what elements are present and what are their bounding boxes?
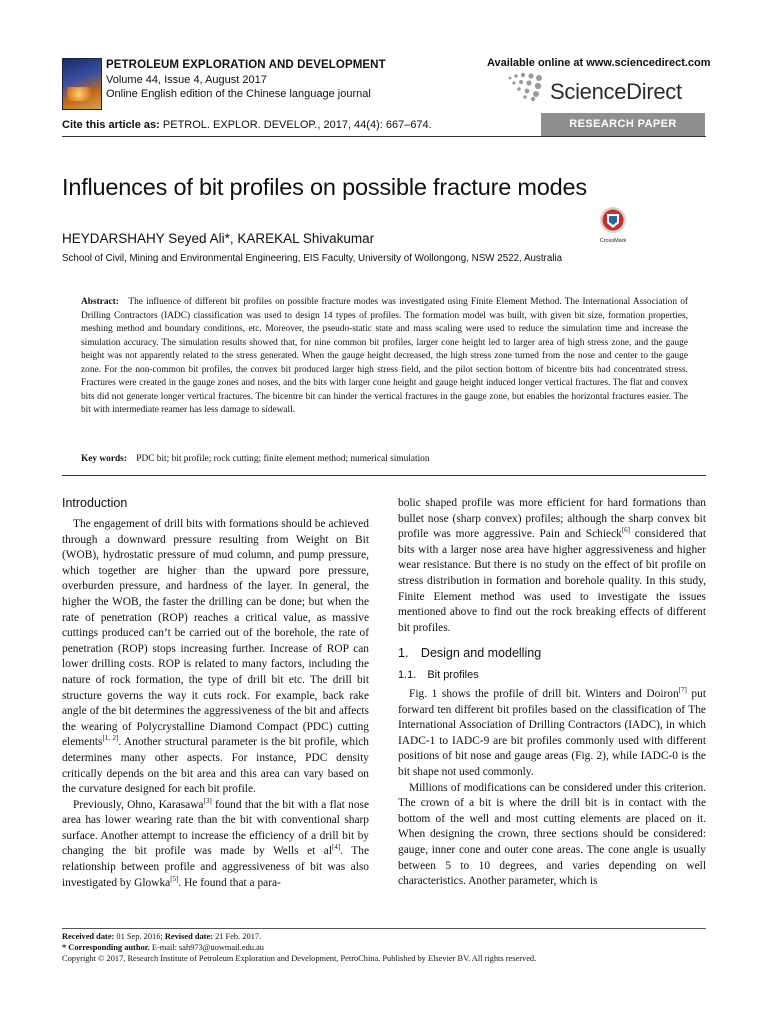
citation-ref[interactable]: [1, 2] <box>102 734 119 743</box>
author-email[interactable]: E-mail: sah973@uowmail.edu.au <box>151 943 264 952</box>
sciencedirect-logo-icon <box>506 72 550 102</box>
paragraph: The engagement of drill bits with formations should be achieved through a downward pressure resulting from Weight on Bit (WOB), hydrostatic pressure of mud column, and pump pressure, which together are higher than the upward pore pressure, overburden pressure, and hardness of the layer. In general, the higher the WOB, the faster the drilling can be done; but when the rate of penetration (ROP) reaches a critical value, as massive cuttings produced can’t be carried out of the borehole, the rate of penetration (ROP) stops increasing further. Increase of ROP can lower drilling costs. ROP is related to many factors, including the nature of rock formation, the type of drill bit etc. The drill bit structure governs the way it cuts rock. For example, back rake angle of the bit determines the aggressiveness of the bit and affects the wearing of Polycrystalline Diamond Compact (PDC) cutting elements[1, 2]. Another structural parameter is the bit profile, which determines many other aspects. For instance, PDC density critically depends on the bit area and this area can vary based on the curvature designed for each bit profile. <box>62 518 369 796</box>
citation-ref[interactable]: [6] <box>621 526 631 535</box>
affiliation: School of Civil, Mining and Environmental Engineering, EIS Faculty, University of Wollongong, NSW 2522, Australia <box>62 253 563 264</box>
citation-ref[interactable]: [4] <box>332 843 341 852</box>
paper-title: Influences of bit profiles on possible fracture modes <box>62 174 587 200</box>
subsection-heading-bit-profiles: 1.1. Bit profiles <box>398 669 479 681</box>
body-column-right-section1 <box>398 687 706 890</box>
footnote-corresponding-author: * Corresponding author. E-mail: sah973@uowmail.edu.au <box>62 943 264 952</box>
abstract-label: Abstract: <box>81 297 119 307</box>
keywords-label: Key words: <box>81 454 127 464</box>
abstract-text: The influence of different bit profiles on possible fracture modes was investigated using Finite Element Method. The International Association of Drilling Contractors (IADC) classification was used to design 14 types of profiles. The formation model was built, with given bit size, formation properties, meshing method and boundary conditions, etc. Moreover, the pseudo-static state and mass scaling were used to reduce the simulation time and increase the simulation accuracy. The simulation results showed that, for nine common bit profiles, larger cone height led to larger area of high stress zone, and the gauge height was not apparently related to the stress generated. When the gauge height decreased, the high stress zone turned from the nose and center to the gauge zone. For the non-common bit profiles, the convex bit produced larger high stress field, and the pilot section bottom of bicentre bits had concentrated stress. Fractures were created in the gauge zones and noses, and the bits with larger cone height and gauge height induced longer vertical fractures. The flat and convex bits did not generate longer vertical fractures. The bicentre bit can hinder the vertical fractures in the gauge zone, but enables the horizontal fractures easier. The bit with intermediate reamer has less damage to sidewall. <box>81 297 688 415</box>
section-heading-introduction: Introduction <box>62 496 128 510</box>
citation-ref[interactable]: [3] <box>203 796 212 805</box>
available-online-link[interactable]: Available online at www.sciencedirect.com <box>487 57 711 69</box>
journal-edition: Online English edition of the Chinese language journal <box>106 88 371 100</box>
crossmark-label: CrossMark <box>599 238 627 244</box>
citation-ref[interactable]: [5] <box>170 874 179 883</box>
header-divider <box>62 136 706 137</box>
cite-line <box>62 119 432 131</box>
research-paper-badge: RESEARCH PAPER <box>541 113 705 136</box>
keywords <box>81 454 688 464</box>
paragraph: Fig. 1 shows the profile of drill bit. Winters and Doiron[7] put forward ten different bit profiles based on the classification of The International Association of Drilling Contractors (IADC), in which IADC-1 to IADC-9 are bit profiles commonly used with different positions of bit nose and gauge areas (Fig. 2), while IADC-0 is the bit shape not used commonly. <box>398 686 706 778</box>
paragraph: Previously, Ohno, Karasawa[3] found that the bit with a flat nose area has lower wearing rate than the bit with conventional sharp surface. Another attempt to increase the efficiency of a drill bit by changing the bit profile was made by Wells et al[4]. The relationship between profile and aggressiveness of bit was also investigated by Glowka[5]. He found that a para- <box>62 796 369 889</box>
footnote-dates: Received date: 01 Sep. 2016; Revised date: 21 Feb. 2017. <box>62 932 262 941</box>
abstract-divider <box>62 475 706 476</box>
crossmark-icon[interactable] <box>596 205 630 245</box>
footnote-divider <box>62 928 706 929</box>
sciencedirect-logo-text[interactable]: ScienceDirect <box>550 79 682 104</box>
paragraph: Millions of modifications can be considered under this criterion. The crown of a bit is where the drill bit is in contact with the bottom of the well and most cutting elements are placed on it. When designing the crown, three sections should be considered: gauge, inner cone and outer cone areas. The cone angle is usually between 5 to 10 degrees, and varies depending on well characteristics. Another parameter, which is <box>398 781 706 888</box>
footnote-copyright: Copyright © 2017, Research Institute of Petroleum Exploration and Development, PetroChina. Published by Elsevier BV. All rights reserved. <box>62 954 537 963</box>
journal-name: PETROLEUM EXPLORATION AND DEVELOPMENT <box>106 59 386 71</box>
cite-label: Cite this article as: <box>62 119 160 131</box>
citation-ref[interactable]: [7] <box>678 686 687 695</box>
abstract <box>81 296 688 418</box>
keywords-text: PDC bit; bit profile; rock cutting; finite element method; numerical simulation <box>136 454 430 464</box>
body-column-right <box>398 496 706 636</box>
journal-cover-image <box>62 58 102 110</box>
cite-text: PETROL. EXPLOR. DEVELOP., 2017, 44(4): 667–674. <box>162 119 432 131</box>
section-heading-design-and-modelling: 1. Design and modelling <box>398 646 542 660</box>
body-column-left <box>62 517 369 891</box>
paragraph-continued: bolic shaped profile was more efficient for hard formations than bullet nose (sharp convex) profiles; although the sharp convex bit profile was more aggressive. Pain and Schieck[6] considered that bits with a larger nose area have higher aggressiveness and higher wear resistance. But there is no study on the effect of bit profile on stress distribution in formation and borehole quality. In this study, Finite Element method was used to investigate the issues mentioned above to find out the rock breaking effects of different bit profiles. <box>398 497 706 634</box>
authors: HEYDARSHAHY Seyed Ali*, KAREKAL Shivakumar <box>62 231 375 246</box>
journal-volume: Volume 44, Issue 4, August 2017 <box>106 74 267 86</box>
